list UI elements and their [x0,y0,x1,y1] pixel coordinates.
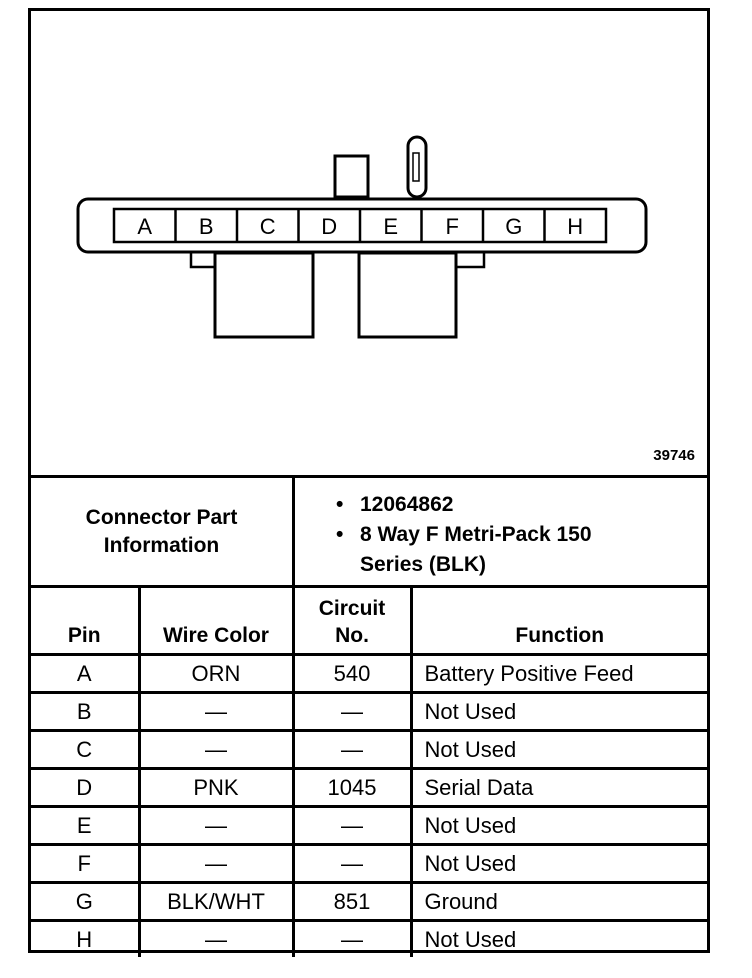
pin-label-h: H [567,214,584,239]
connector-diagram [31,11,707,478]
pin-label-a: A [137,214,153,239]
header-function: Function [411,588,707,655]
cell-function: Not Used [411,921,707,958]
cell-wire-color: — [139,921,293,958]
cell-pin: B [31,693,139,731]
figure-number: 39746 [653,447,695,464]
connector-part-info [31,478,707,588]
cell-function: Not Used [411,807,707,845]
table-row [31,807,707,845]
pin-table-header [31,588,707,655]
cell-pin: C [31,731,139,769]
table-row [31,921,707,958]
cell-pin: E [31,807,139,845]
pin-table [31,588,707,957]
part-number: • 12064862 [336,490,660,520]
cell-function: Not Used [411,693,707,731]
table-row [31,769,707,807]
part-info-label-line2: Information [103,533,220,557]
right-housing-step [456,253,484,267]
pin-label-c: C [259,214,276,239]
connector-drawing [31,11,707,475]
table-row [31,845,707,883]
cell-wire-color: ORN [139,655,293,693]
cell-wire-color: BLK/WHT [139,883,293,921]
right-lower-housing [359,253,456,337]
cell-circuit: 540 [293,655,411,693]
connector-lock-slot [413,153,419,181]
pin-table-body [31,655,707,958]
pin-label-g: G [505,214,523,239]
cell-wire-color: — [139,845,293,883]
cell-pin: D [31,769,139,807]
cell-pin: F [31,845,139,883]
cell-wire-color: — [139,693,293,731]
cell-function: Ground [411,883,707,921]
left-housing-step [191,253,215,267]
part-info-label-line1: Connector Part [85,505,238,529]
cell-wire-color: — [139,731,293,769]
pin-label-f: F [445,214,459,239]
cell-pin: A [31,655,139,693]
connector-sheet [28,8,710,953]
cell-circuit: — [293,731,411,769]
cell-circuit: — [293,845,411,883]
part-description: • 8 Way F Metri-Pack 150 Series (BLK) [336,520,660,580]
part-info-label [31,478,295,585]
header-wire-color: Wire Color [139,588,293,655]
cell-function: Not Used [411,731,707,769]
connector-top-tab [335,156,368,197]
header-circuit-line1: Circuit [318,597,386,620]
left-lower-housing [215,253,313,337]
cell-wire-color: — [139,807,293,845]
cell-wire-color: PNK [139,769,293,807]
header-pin: Pin [31,588,139,655]
cell-circuit: 851 [293,883,411,921]
pin-cells [137,209,583,242]
cell-pin: H [31,921,139,958]
cell-circuit: 1045 [293,769,411,807]
cell-circuit: — [293,921,411,958]
cell-circuit: — [293,693,411,731]
table-row [31,883,707,921]
part-info-list [336,490,660,580]
pin-label-d: D [321,214,338,239]
cell-pin: G [31,883,139,921]
pin-label-b: B [198,214,214,239]
cell-function: Not Used [411,845,707,883]
cell-circuit: — [293,807,411,845]
cell-function: Battery Positive Feed [411,655,707,693]
header-circuit [293,588,411,655]
pin-label-e: E [383,214,399,239]
cell-function: Serial Data [411,769,707,807]
table-row [31,655,707,693]
table-row [31,693,707,731]
table-row [31,731,707,769]
header-circuit-line2: No. [335,624,369,647]
